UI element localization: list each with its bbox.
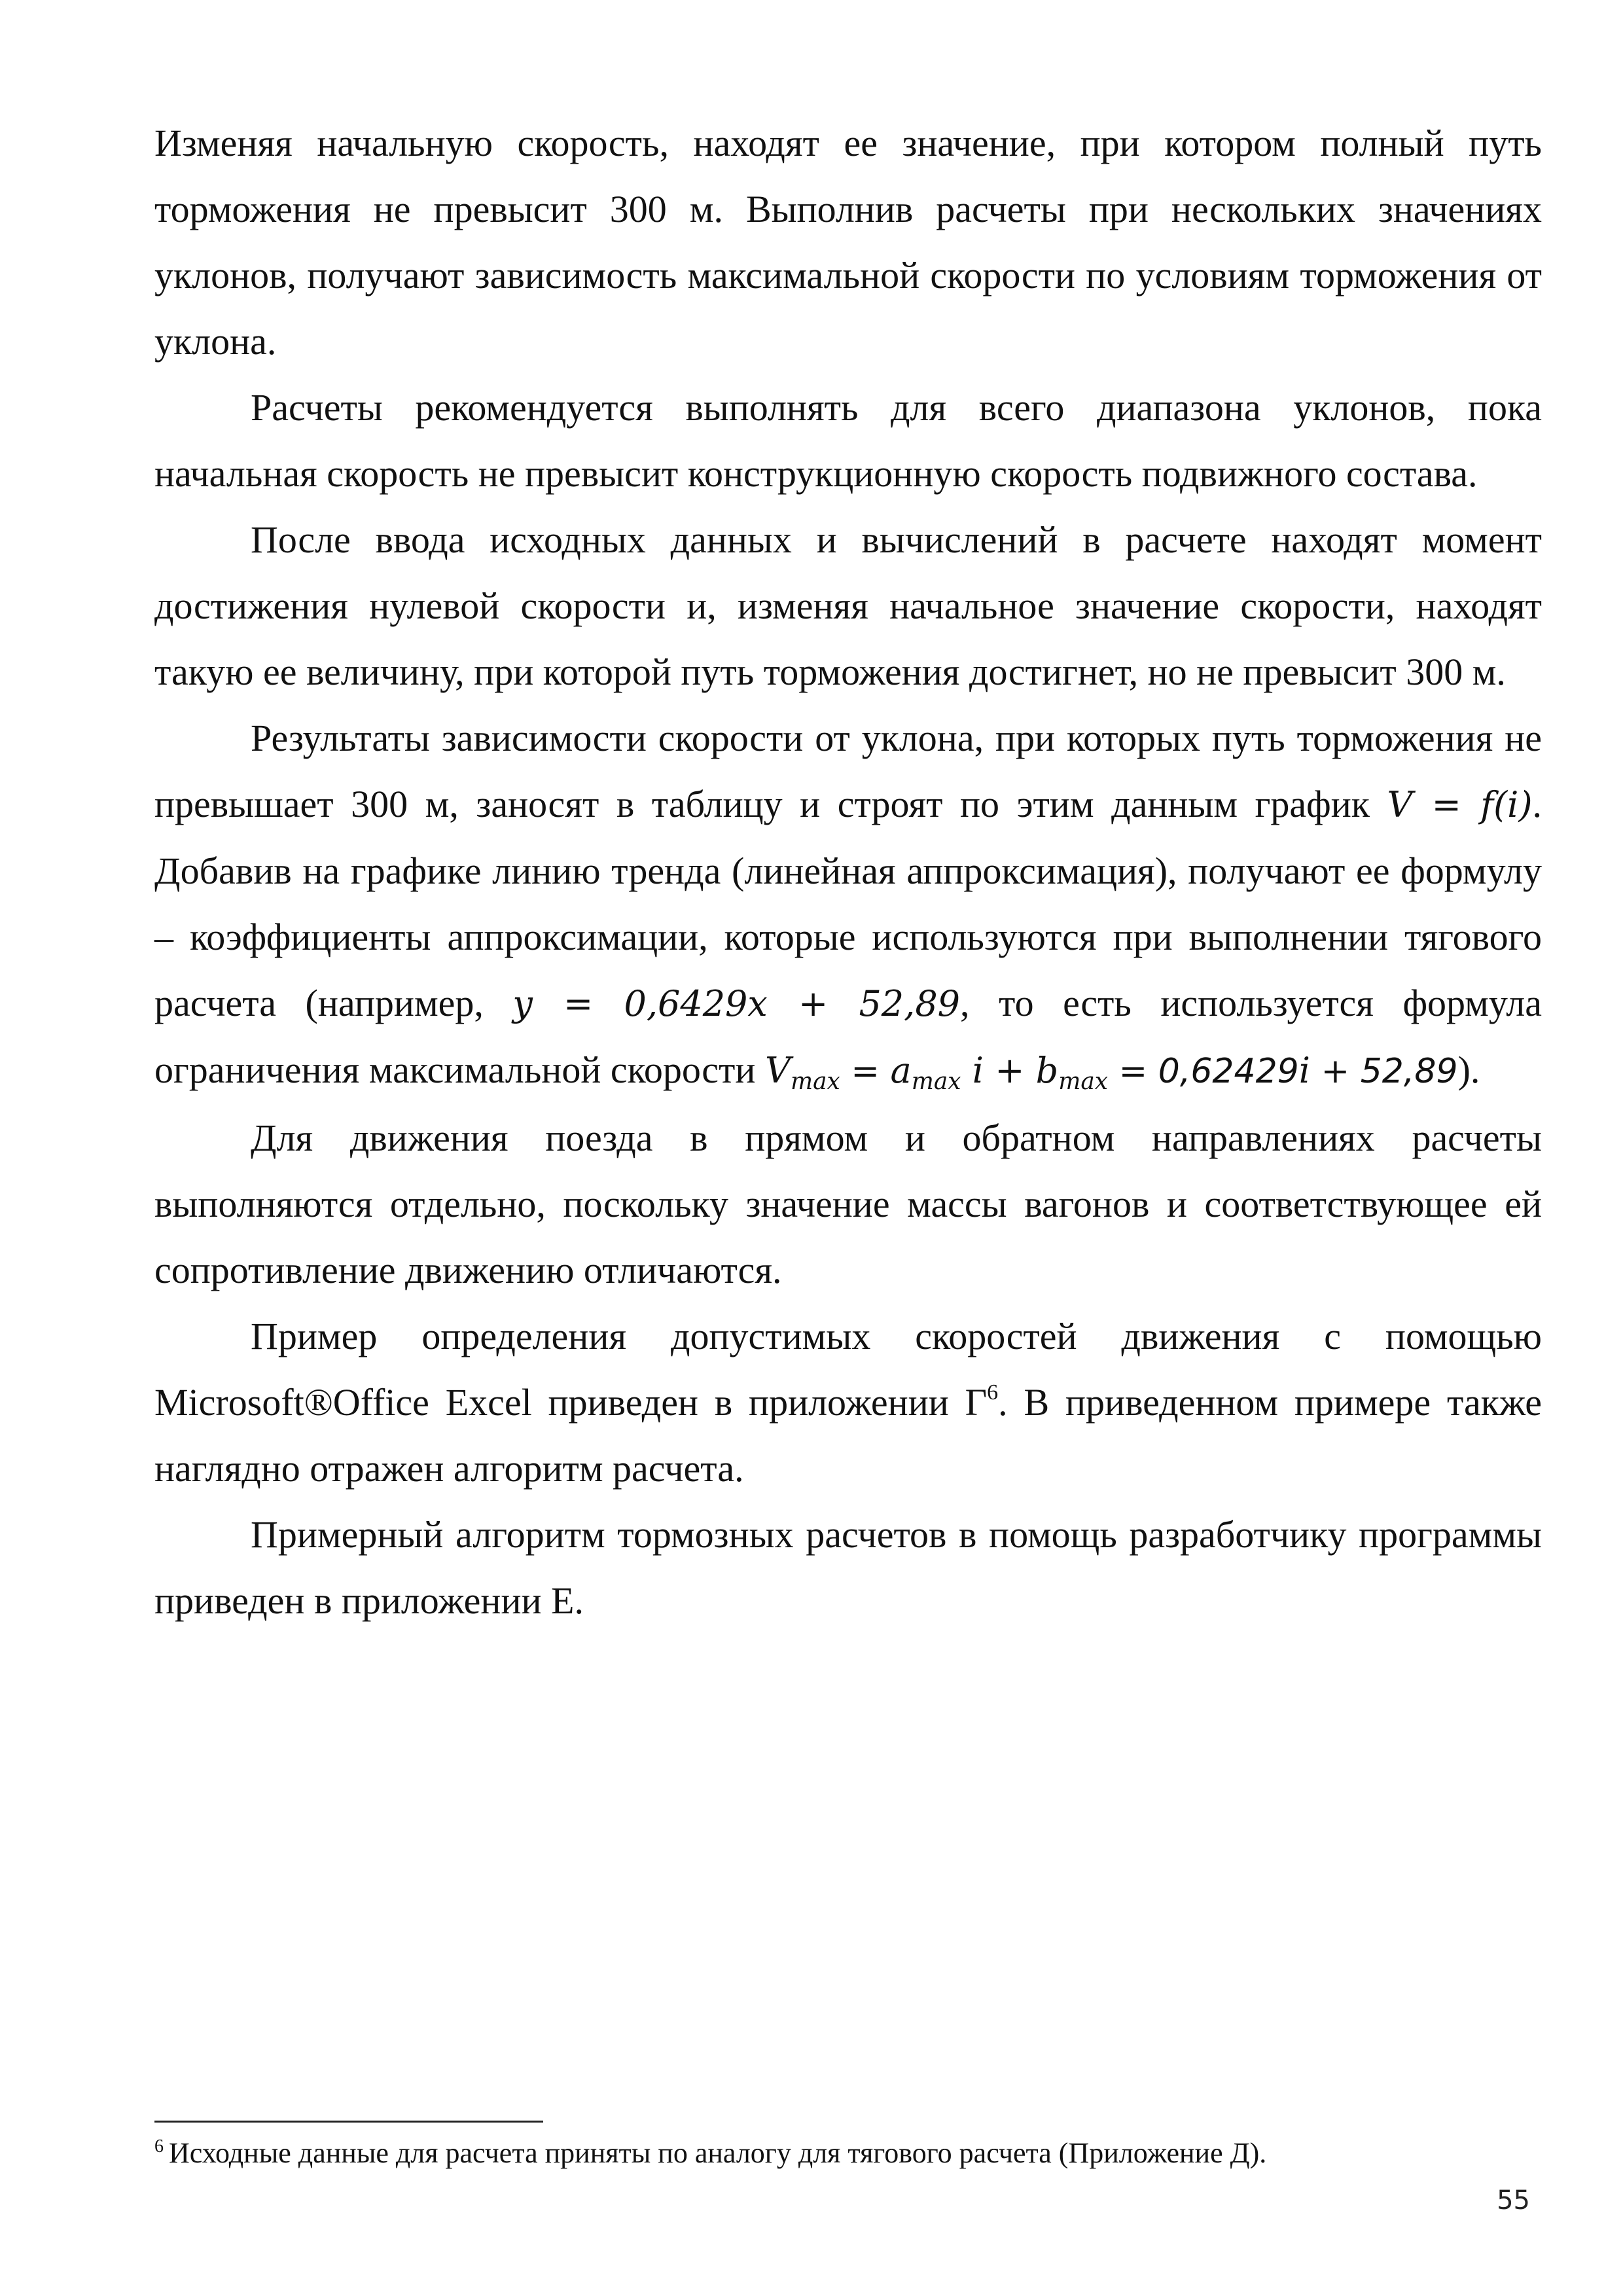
paragraph-3 [154, 507, 1542, 705]
formula-vmax [764, 1050, 1458, 1095]
paragraph-6-text-end: . В приведенном примере также наглядно отражен алгоритм расчета. [154, 1381, 1542, 1490]
formula-vmax-eq1: = [840, 1052, 891, 1091]
footnote-mark: 6 [154, 2136, 164, 2157]
formula-vmax-v: V [764, 1050, 791, 1091]
formula-trend-line: y = 0,6429x + 52,89 [512, 983, 961, 1024]
formula-vmax-plus: + [1310, 1052, 1361, 1091]
footnote-separator [154, 2121, 543, 2123]
paragraph-4 [154, 705, 1542, 1105]
formula-vmax-a-sub: max [911, 1068, 961, 1095]
paragraph-2 [154, 374, 1542, 507]
paragraph-4-text-after-trend: , то есть используется формула ограничения максимальной скорости [154, 982, 1542, 1091]
paragraph-5 [154, 1105, 1542, 1303]
paragraph-7 [154, 1501, 1542, 1634]
paragraph-6-text-start: Пример определения допустимых скоростей движения с помощью Microsoft®Office Excel приведен в приложении Г [154, 1315, 1542, 1424]
paragraph-2-text: Расчеты рекомендуется выполнять для всего диапазона уклонов, пока начальная скорость не превысит конструкционную скорость подвижного состава. [154, 386, 1542, 495]
paragraph-7-text: Примерный алгоритм тормозных расчетов в помощь разработчику программы приведен в приложении Е. [154, 1513, 1542, 1622]
footnote-reference: 6 [987, 1380, 999, 1405]
paragraph-4-text-middle: . Добавив на графике линию тренда (линейная аппроксимация), получают ее формулу – коэффициенты аппроксимации, которые используются при выполнении тягового расчета (например, [154, 783, 1543, 1024]
formula-vmax-coef: 0,62429 [1158, 1052, 1299, 1091]
formula-vmax-a: a [890, 1050, 912, 1091]
page-number: 55 [1497, 2185, 1530, 2215]
formula-graph: V = f(i) [1387, 784, 1533, 825]
paragraph-1-text: Изменяя начальную скорость, находят ее значение, при котором полный путь торможения не превысит 300 м. Выполнив расчеты при нескольких значениях уклонов, получают зависимость максимальной скорости по условиям торможения от уклона. [154, 122, 1542, 363]
formula-vmax-eq2: = [1108, 1052, 1158, 1091]
paragraph-4-text-end: ). [1457, 1049, 1480, 1091]
body-text [154, 110, 1542, 1634]
paragraph-5-text: Для движения поезда в прямом и обратном направлениях расчеты выполняются отдельно, поскольку значение массы вагонов и соответствующее ей сопротивление движению отличаются. [154, 1117, 1542, 1291]
paragraph-6 [154, 1303, 1542, 1501]
paragraph-4-text-start: Результаты зависимости скорости от уклона, при которых путь торможения не превышает 300 м, заносят в таблицу и строят по этим данным график [154, 717, 1542, 825]
formula-vmax-b-sub: max [1058, 1068, 1109, 1095]
formula-vmax-v-sub: max [790, 1068, 840, 1095]
formula-vmax-i-plus: i + [961, 1050, 1036, 1091]
footnote [154, 2135, 1542, 2172]
paragraph-3-text: После ввода исходных данных и вычислений в расчете находят момент достижения нулевой скорости и, изменяя начальное значение скорости, находят такую ее величину, при которой путь торможения достигнет, но не превысит 300 м. [154, 518, 1542, 693]
paragraph-1 [154, 110, 1542, 374]
formula-vmax-i: i [1298, 1050, 1311, 1091]
formula-vmax-intercept: 52,89 [1360, 1052, 1458, 1091]
formula-vmax-b: b [1035, 1050, 1059, 1091]
footnote-text: Исходные данные для расчета приняты по аналогу для тягового расчета (Приложение Д). [169, 2137, 1267, 2169]
